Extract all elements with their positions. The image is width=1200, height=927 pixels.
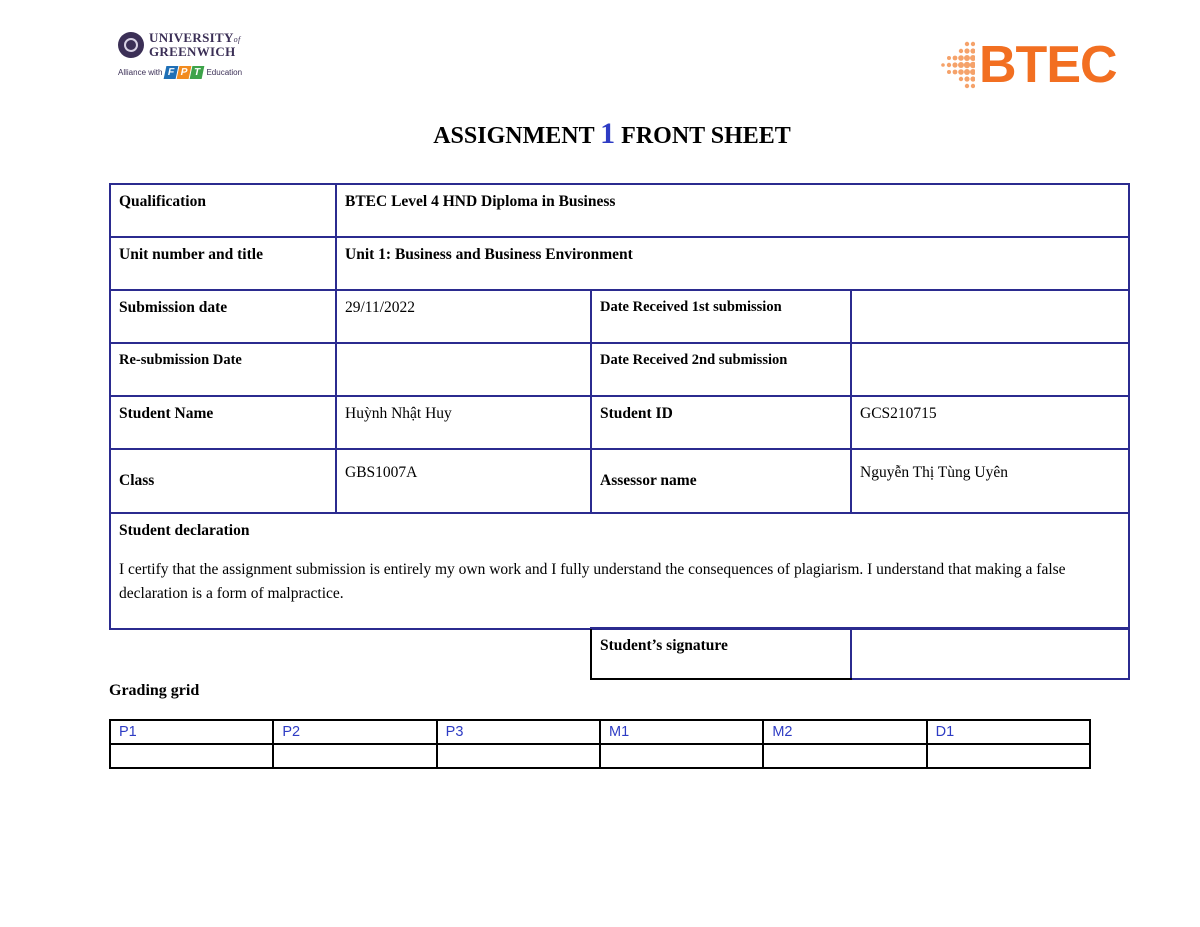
signature-label: Student’s signature	[591, 628, 851, 679]
btec-logo-text: BTEC	[979, 36, 1117, 94]
grading-grid-label: Grading grid	[109, 682, 200, 699]
table-row	[110, 237, 1129, 290]
grade-header-p1: P1	[110, 720, 273, 744]
grade-value-p1[interactable]	[110, 744, 273, 768]
table-row	[110, 290, 1129, 343]
grade-value-m1[interactable]	[600, 744, 763, 768]
unit-value: Unit 1: Business and Business Environment	[336, 237, 1129, 290]
submission-date-label: Submission date	[110, 290, 336, 343]
submission-date-value[interactable]: 29/11/2022	[336, 290, 591, 343]
grade-value-p2[interactable]	[273, 744, 436, 768]
fpt-letter-t: T	[190, 66, 205, 79]
unit-label: Unit number and title	[110, 237, 336, 290]
class-value[interactable]: GBS1007A	[336, 449, 591, 513]
university-crest-icon	[118, 32, 144, 58]
date-received-1-label: Date Received 1st submission	[591, 290, 851, 343]
student-name-value[interactable]: Huỳnh Nhật Huy	[336, 396, 591, 449]
title-prefix: ASSIGNMENT	[433, 123, 595, 149]
university-name-line1: UNIVERSITY	[149, 30, 234, 45]
grade-header-p2: P2	[273, 720, 436, 744]
declaration-heading: Student declaration	[119, 522, 250, 539]
grading-value-row	[110, 744, 1090, 768]
date-received-2-label: Date Received 2nd submission	[591, 343, 851, 396]
signature-value[interactable]	[851, 628, 1129, 679]
alliance-text: Alliance with	[118, 68, 163, 77]
signature-table	[590, 627, 1130, 680]
class-label: Class	[110, 449, 336, 513]
date-received-2-value[interactable]	[851, 343, 1129, 396]
front-sheet-table	[109, 183, 1130, 630]
grade-value-d1[interactable]	[927, 744, 1090, 768]
assessor-label: Assessor name	[591, 449, 851, 513]
student-declaration	[110, 513, 1129, 629]
student-id-label: Student ID	[591, 396, 851, 449]
university-of-greenwich-logo	[118, 32, 248, 96]
grading-header-row	[110, 720, 1090, 744]
table-row	[110, 513, 1129, 629]
student-id-value[interactable]: GCS210715	[851, 396, 1129, 449]
btec-logo	[937, 34, 1123, 96]
table-row	[110, 449, 1129, 513]
fpt-letter-f: F	[164, 66, 179, 79]
grading-grid-table	[109, 719, 1091, 769]
student-name-label: Student Name	[110, 396, 336, 449]
qualification-label: Qualification	[110, 184, 336, 237]
grade-value-p3[interactable]	[437, 744, 600, 768]
declaration-text: I certify that the assignment submission is entirely my own work and I fully understand the consequences of plagiarism. I understand that making a false declaration is a form of malpractice.	[119, 561, 1066, 602]
fpt-logo	[165, 66, 203, 79]
table-row	[110, 184, 1129, 237]
table-row	[110, 343, 1129, 396]
resubmission-date-value[interactable]	[336, 343, 591, 396]
grade-value-m2[interactable]	[763, 744, 926, 768]
university-name-line2: GREENWICH	[149, 44, 236, 59]
table-row	[591, 628, 1129, 679]
title-suffix: FRONT SHEET	[621, 123, 791, 149]
btec-dots-icon	[937, 40, 975, 90]
university-name-of: of	[233, 35, 241, 44]
grade-header-d1: D1	[927, 720, 1090, 744]
grade-header-m1: M1	[600, 720, 763, 744]
qualification-value: BTEC Level 4 HND Diploma in Business	[336, 184, 1129, 237]
education-text: Education	[206, 68, 243, 77]
title-number: 1	[600, 117, 616, 150]
fpt-letter-p: P	[177, 66, 192, 79]
assessor-value[interactable]: Nguyễn Thị Tùng Uyên	[851, 449, 1129, 513]
date-received-1-value[interactable]	[851, 290, 1129, 343]
page-title	[0, 117, 1200, 151]
grade-header-m2: M2	[763, 720, 926, 744]
resubmission-date-label: Re-submission Date	[110, 343, 336, 396]
table-row	[110, 396, 1129, 449]
grade-header-p3: P3	[437, 720, 600, 744]
